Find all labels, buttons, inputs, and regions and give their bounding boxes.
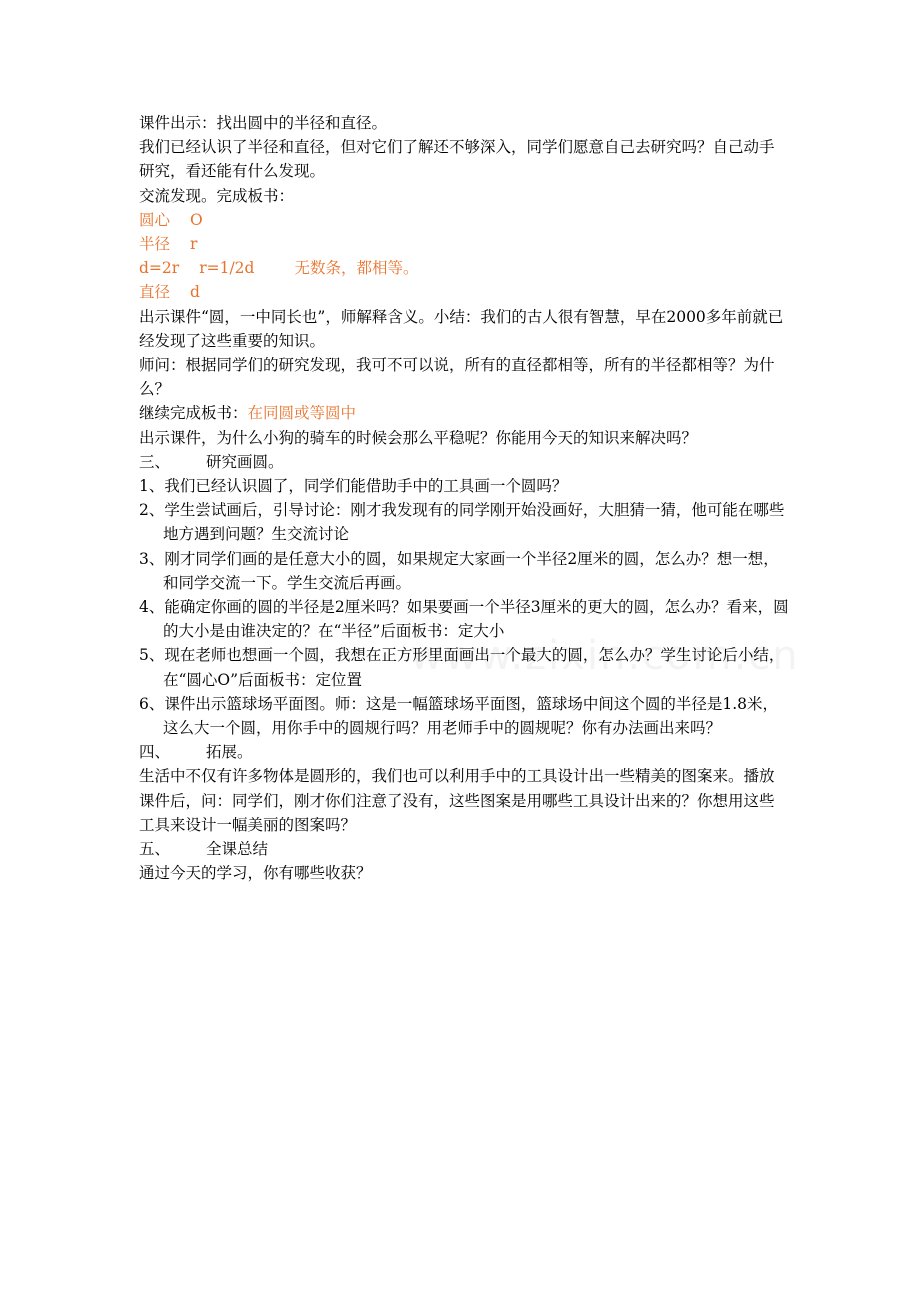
item-text: 课件出示篮球场平面图。师：这是一幅篮球场平面图，篮球场中间这个圆的半径是1.8米，这么大一个圆，用你手中的圆规行吗？用老师手中的圆规呢？你有办法画出来吗？ [163,694,779,738]
document-body [139,111,789,886]
list-item [139,643,789,691]
item-number: 4、 [139,598,165,617]
paragraph: 课件出示：找出圆中的半径和直径。 [139,114,388,132]
paragraph: 出示课件，为什么小狗的骑车的时候会那么平稳呢？你能用今天的知识来解决吗？ [139,428,698,447]
section-number: 四、 [139,743,171,762]
item-text: 现在老师也想画一个圆，我想在正方形里面画出一个最大的圆，怎么办？学生讨论后小结，在“圆心O”后面板书：定位置 [163,646,785,689]
section-title: 全课总结 [206,840,269,859]
paragraph: 我们已经认识了半径和直径，但对它们了解还不够深入，同学们愿意自己去研究吗？自己动手研究，看还能有什么发现。 [139,138,775,181]
board-radius-symbol: r [190,235,198,254]
list-item [139,547,789,595]
board-diameter-line [139,280,789,304]
list-item [139,498,789,546]
board-center-label: 圆心 [139,210,171,229]
board-formula-note: 无数条，都相等。 [294,259,419,278]
list-item [139,692,789,740]
item-text: 能确定你画的圆的半径是2厘米吗？如果要画一个半径3厘米的更大的圆，怎么办？看来，圆的大小是由谁决定的？在“半径”后面板书：定大小 [163,598,789,641]
board-prefix: 继续完成板书： [139,404,248,423]
board-diameter-symbol: d [190,283,200,302]
board-formula-b: r=1/2d [199,259,255,278]
list-item [139,595,789,643]
board-center-line [139,208,789,232]
item-number: 5、 [139,646,165,665]
board-radius-label: 半径 [139,235,171,254]
board-radius-line [139,232,789,256]
paragraph: 生活中不仅有许多物体是圆形的，我们也可以利用手中的工具设计出一些精美的图案来。播放课件后，问：同学们，刚才你们注意了没有，这些图案是用哪些工具设计出来的？你想用这些工具来设计一幅美丽的图案吗？ [139,767,775,834]
paragraph: 交流发现。完成板书： [139,186,295,205]
item-number: 3、 [139,549,165,568]
section-title: 研究画圆。 [206,452,284,471]
section-title: 拓展。 [206,743,253,762]
board-center-symbol: O [190,210,203,229]
item-text: 刚才同学们画的是任意大小的圆，如果规定大家画一个半径2厘米的圆，怎么办？想一想，和同学交流一下。学生交流后再画。 [163,549,779,592]
paragraph: 师问：根据同学们的研究发现，我可不可以说，所有的直径都相等，所有的半径都相等？为什么？ [139,356,775,399]
section-number: 三、 [139,452,171,471]
section-number: 五、 [139,840,171,859]
item-number: 6、 [139,694,165,713]
list-item [139,474,789,498]
board-highlight: 在同圆或等圆中 [247,404,357,423]
item-text: 学生尝试画后，引导讨论：刚才我发现有的同学刚开始没画好，大胆猜一猜，他可能在哪些地方遇到问题？生交流讨论 [163,501,785,544]
board-diameter-label: 直径 [139,283,171,302]
paragraph: 通过今天的学习，你有哪些收获？ [139,864,372,883]
section-heading-3 [139,450,789,474]
item-number: 1、 [139,477,165,496]
paragraph: 出示课件“圆，一中同长也”，师解释含义。小结：我们的古人很有智慧，早在2000多年前就已经发现了这些重要的知识。 [139,307,784,350]
item-text: 我们已经认识圆了，同学们能借助手中的工具画一个圆吗？ [164,477,568,496]
board-formula-line [139,256,789,280]
section-heading-4 [139,740,789,764]
section-heading-5 [139,837,789,861]
paragraph [139,401,789,425]
board-formula-a: d=2r [139,259,180,278]
item-number: 2、 [139,501,165,520]
